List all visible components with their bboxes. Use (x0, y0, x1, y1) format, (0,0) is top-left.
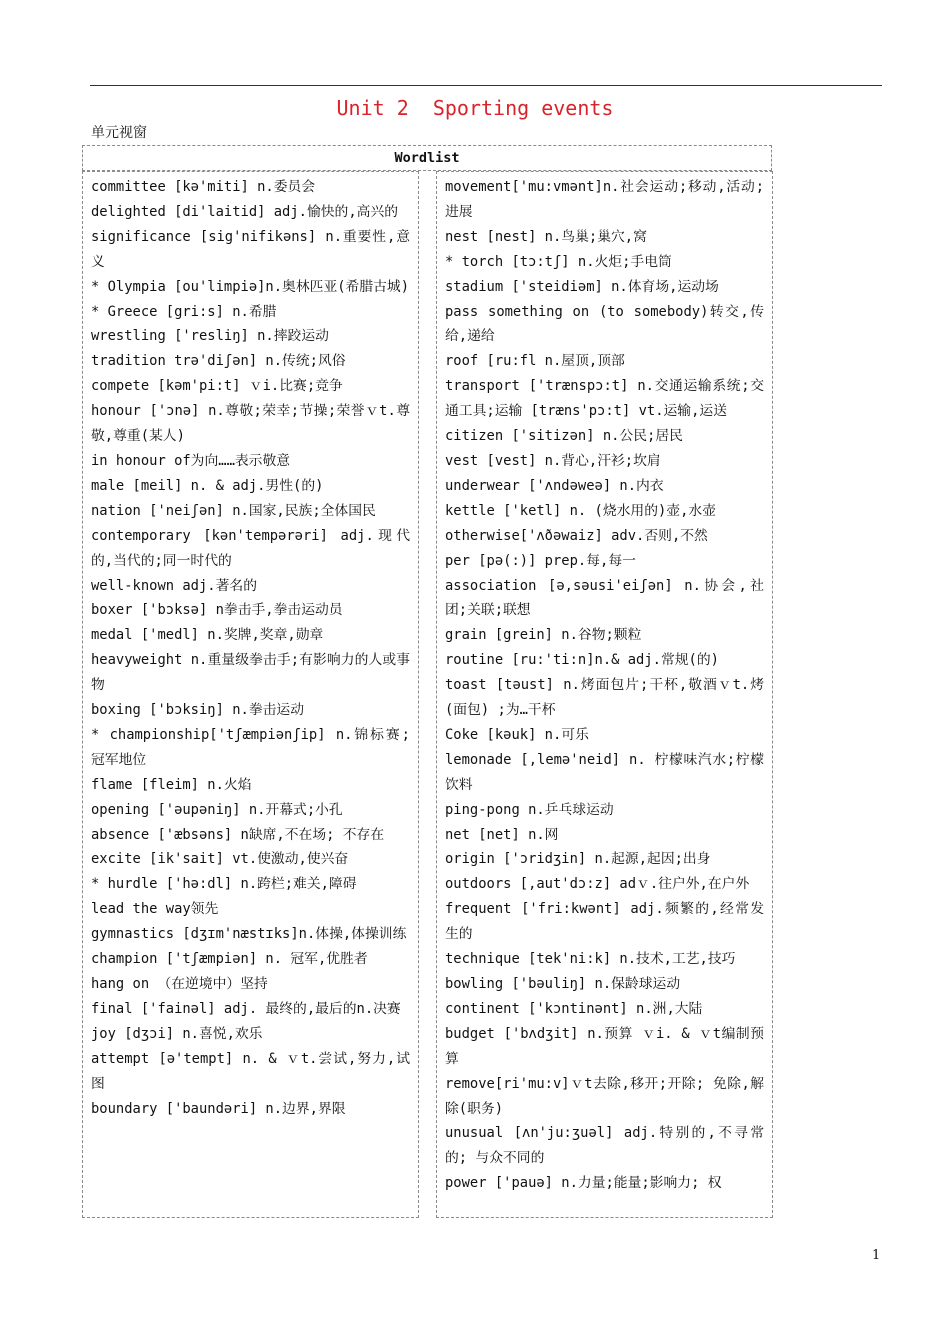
vocab-entry: hang on （在逆境中）坚持 (91, 976, 268, 992)
vocab-entry: continent ['kɔntinənt] n.洲,大陆 (445, 1000, 703, 1017)
vocab-entry: origin ['ɔridʒin] n.起源,起因;出身 (445, 851, 711, 868)
vocab-entry: routine [ru:'ti:n]n.& adj.常规(的) (445, 652, 719, 669)
vocab-entry: citizen ['sitizən] n.公民;居民 (445, 428, 683, 445)
vocab-entry: male [meil] n. & adj.男性(的) (91, 477, 324, 494)
vocab-entry: pass something on (to somebody)转交,传给,递给 (445, 303, 764, 345)
vocab-entry: well-known adj.著名的 (91, 577, 257, 594)
vocab-entry: * Greece [gri:s] n.希腊 (91, 303, 277, 320)
vocab-entry: technique [tek'ni:k] n.技术,工艺,技巧 (445, 951, 736, 968)
vocab-entry: significance [sig'nifikəns] n.重要性,意义 (91, 228, 410, 270)
vocab-entry: honour ['ɔnə] n.尊敬;荣幸;节操;荣誉ｖt.尊敬,尊重(某人) (91, 403, 410, 445)
vocab-entry: excite [ik'sait] vt.使激动,使兴奋 (91, 851, 349, 868)
page-number: 1 (872, 1248, 881, 1263)
vocab-entry: boundary ['baundəri] n.边界,界限 (91, 1100, 346, 1117)
vocab-entry: delighted [di'laitid] adj.愉快的,高兴的 (91, 203, 399, 220)
vocab-entry: wrestling ['resliŋ] n.摔跤运动 (91, 328, 329, 345)
page-title: Unit 2 Sporting events (336, 96, 614, 120)
vocab-entry: roof [ru:fl n.屋顶,顶部 (445, 353, 625, 370)
wordlist-heading: Wordlist (82, 145, 772, 171)
vocab-entry: boxer ['bɔksə] n拳击手,拳击运动员 (91, 602, 343, 619)
section-label: 单元视窗 (91, 125, 147, 141)
vocab-entry: association [ə,səusi'eiʃən] n.协会,社团;关联;联想 (445, 577, 764, 619)
vocab-entry: movement['mu:vmənt]n.社会运动;移动,活动; 进展 (445, 179, 764, 220)
vocab-entry: power ['pauə] n.力量;能量;影响力; 权 (445, 1175, 722, 1192)
vocab-entry: lead the way领先 (91, 901, 219, 918)
vocab-entry: remove[ri'mu:v]ｖt去除,移开;开除; 免除,解除(职务) (445, 1075, 764, 1117)
vocab-entry: medal ['medl] n.奖牌,奖章,勋章 (91, 627, 324, 644)
vocab-entry: grain [grein] n.谷物;颗粒 (445, 627, 642, 644)
header-rule (90, 85, 882, 86)
vocab-entry: opening ['əupəniŋ] n.开幕式;小孔 (91, 801, 343, 818)
vocab-entry: tradition trə'diʃən] n.传统;风俗 (91, 353, 346, 370)
vocab-entry: bowling ['bəuliŋ] n.保龄球运动 (445, 976, 681, 992)
vocab-entry: final ['fainəl] adj. 最终的,最后的n.决赛 (91, 1000, 401, 1017)
vocab-entry: * hurdle ['hə:dl] n.跨栏;难关,障碍 (91, 876, 357, 893)
vocab-entry: outdoors [,aut'dɔ:z] adｖ.往户外,在户外 (445, 876, 750, 893)
vocab-entry: heavyweight n.重量级拳击手;有影响力的人或事物 (91, 652, 410, 694)
vocab-entry: unusual [ʌn'ju:ʒuəl] adj.特别的,不寻常的; 与众不同的 (445, 1125, 764, 1167)
vocab-entry: flame [fleim] n.火焰 (91, 776, 252, 793)
vocab-entry: joy [dʒɔi] n.喜悦,欢乐 (91, 1025, 263, 1042)
vocab-entry: committee [kə'miti] n.委员会 (91, 179, 316, 195)
vocab-entry: * torch [tɔ:tʃ] n.火炬;手电筒 (445, 253, 672, 270)
vocab-entry: budget ['bʌdʒit] n.预算 ｖi. & ｖt编制预算 (445, 1025, 764, 1067)
vocab-entry: vest [vest] n.背心,汗衫;坎肩 (445, 452, 661, 469)
vocab-entry: attempt [ə'tempt] n. & ｖt.尝试,努力,试图 (91, 1050, 410, 1092)
vocab-entry: frequent ['fri:kwənt] adj.频繁的,经常发生的 (445, 901, 764, 943)
vocab-entry: absence ['æbsəns] n缺席,不在场; 不存在 (91, 826, 385, 843)
wordlist-left-column (82, 171, 419, 1218)
vocab-entry: toast [təust] n.烤面包片;干杯,敬酒ｖt.烤(面包) ;为…干杯 (445, 677, 764, 719)
vocab-entry: net [net] n.网 (445, 826, 559, 843)
vocab-entry: Coke [kəuk] n.可乐 (445, 726, 589, 743)
vocab-entry: stadium ['steidiəm] n.体育场,运动场 (445, 278, 719, 295)
vocab-entry: nest [nest] n.鸟巢;巢穴,窝 (445, 228, 647, 245)
vocab-entry: nation ['neiʃən] n.国家,民族;全体国民 (91, 502, 376, 519)
vocab-entry: * Olympia [ou'limpiə]n.奥林匹亚(希腊古城) (91, 278, 410, 295)
vocab-entry: per [pə(:)] prep.每,每一 (445, 552, 636, 569)
vocab-entry: boxing ['bɔksiŋ] n.拳击运动 (91, 702, 305, 719)
vocab-entry: in honour of为向……表示敬意 (91, 452, 291, 469)
vocab-entry: gymnastics [dʒɪm'næstɪks]n.体操,体操训练 (91, 926, 407, 943)
vocab-entry: champion ['tʃæmpiən] n. 冠军,优胜者 (91, 951, 368, 968)
vocab-entry: compete [kəm'pi:t] ｖi.比赛;竞争 (91, 378, 343, 395)
vocab-entry: ping-pong n.乒乓球运动 (445, 801, 614, 818)
vocab-entry: transport ['trænspɔ:t] n.交通运输系统;交通工具;运输 [træns'pɔ:t] vt.运输,运送 (445, 378, 764, 420)
vocab-entry: * championship['tʃæmpiənʃip] n.锦标赛;冠军地位 (91, 726, 410, 768)
vocab-entry: underwear ['ʌndəweə] n.内衣 (445, 477, 664, 494)
vocab-entry: otherwise['ʌðəwaiz] adv.否则,不然 (445, 527, 708, 544)
vocab-entry: kettle ['ketl] n. (烧水用的)壶,水壶 (445, 502, 717, 519)
vocab-entry: contemporary [kən'tempərəri] adj.现代的,当代的;同一时代的 (91, 527, 410, 569)
vocab-entry: lemonade [,lemə'neid] n. 柠檬味汽水;柠檬饮料 (445, 751, 764, 793)
wordlist-right-column (436, 171, 773, 1218)
